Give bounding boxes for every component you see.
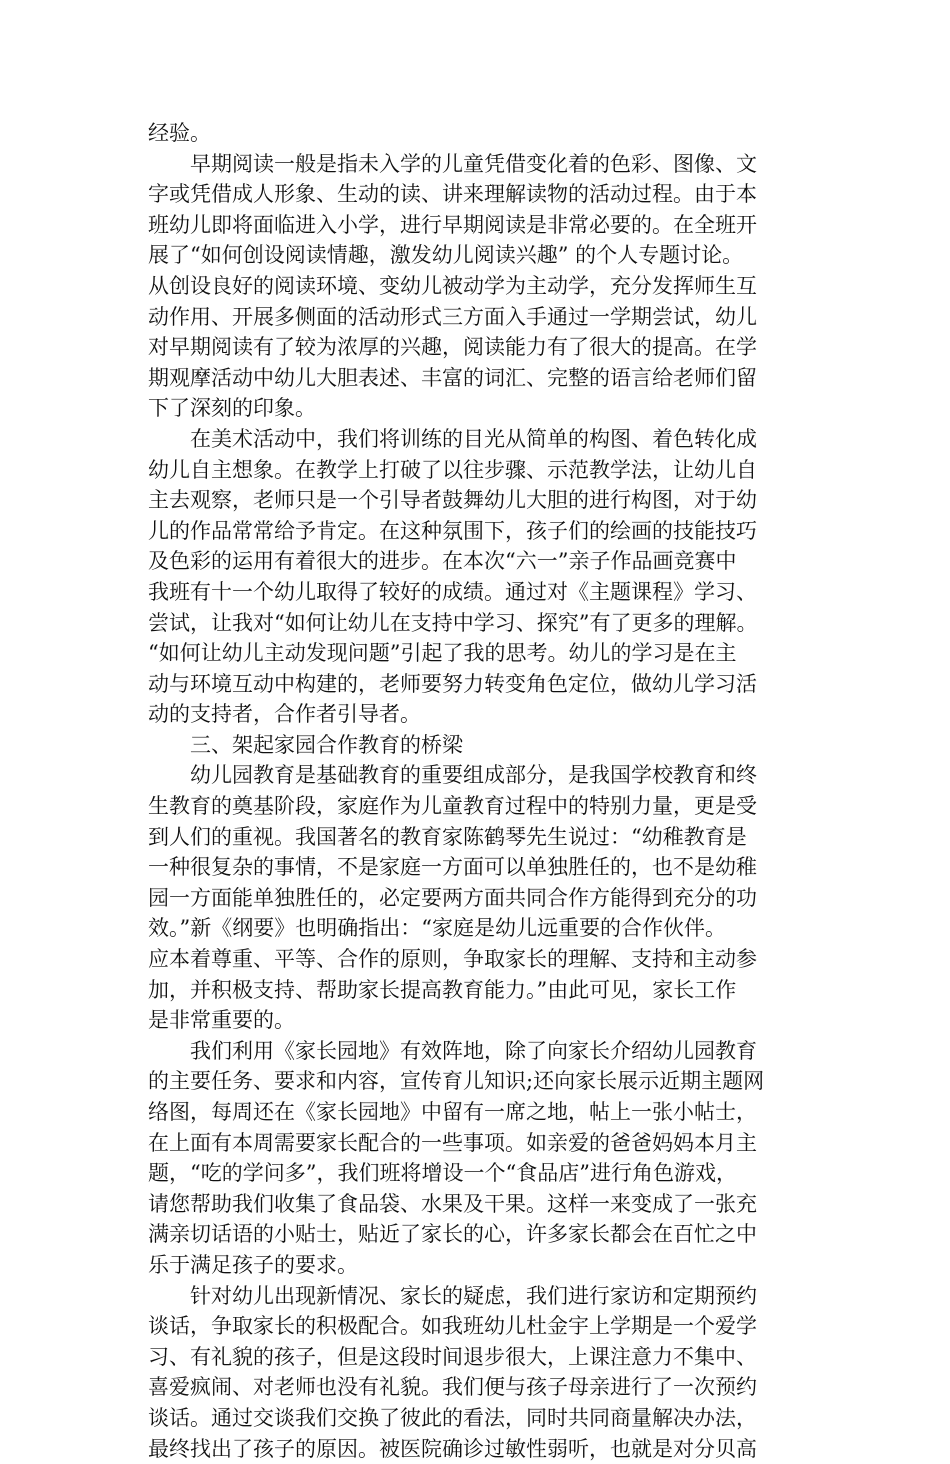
text-line: 题，“吃的学问多”，我们班将增设一个“食品店”进行角色游戏，	[148, 1161, 737, 1186]
text-line: 动与环境互动中构建的，老师要努力转变角色定位，做幼儿学习活	[148, 671, 757, 696]
text-line: 针对幼儿出现新情况、家长的疑虑，我们进行家访和定期预约	[190, 1283, 757, 1308]
text-line: 谈话。通过交谈我们交换了彼此的看法，同时共同商量解决办法，	[148, 1405, 757, 1430]
text-line: 字或凭借成人形象、生动的读、讲来理解读物的活动过程。由于本	[148, 182, 757, 207]
section-heading-text: 三、架起家园合作教育的桥梁	[190, 732, 463, 757]
text-line: 谈话，争取家长的积极配合。如我班幼儿杜金宇上学期是一个爱学	[148, 1314, 757, 1339]
text-line: 请您帮助我们收集了食品袋、水果及干果。这样一来变成了一张充	[148, 1191, 757, 1216]
text-line: 期观摩活动中幼儿大胆表述、丰富的词汇、完整的语言给老师们留	[148, 365, 757, 390]
text-line: 班幼儿即将面临进入小学，进行早期阅读是非常必要的。在全班开	[148, 212, 757, 237]
paragraph-art-activities	[148, 424, 804, 730]
text-line: 主去观察，老师只是一个引导者鼓舞幼儿大胆的进行构图，对于幼	[148, 488, 757, 513]
text-line: 应本着尊重、平等、合作的原则，争取家长的理解、支持和主动参	[148, 947, 757, 972]
text-line: 及色彩的运用有着很大的进步。在本次“六一”亲子作品画竞赛中	[148, 549, 737, 574]
text-line: 我班有十一个幼儿取得了较好的成绩。通过对《主题课程》学习、	[148, 579, 757, 604]
text-line: 满亲切话语的小贴士，贴近了家长的心，许多家长都会在百忙之中	[148, 1222, 757, 1247]
text-line: 对早期阅读有了较为浓厚的兴趣，阅读能力有了很大的提高。在学	[148, 335, 757, 360]
text-line: 动作用、开展多侧面的活动形式三方面入手通过一学期尝试，幼儿	[148, 304, 757, 329]
text-line: 最终找出了孩子的原因。被医院确诊过敏性弱听，也就是对分贝高	[148, 1436, 757, 1461]
text-line: 络图，每周还在《家长园地》中留有一席之地，帖上一张小帖士，	[148, 1100, 757, 1124]
text-line: 早期阅读一般是指未入学的儿童凭借变化着的色彩、图像、文	[190, 151, 757, 176]
text-line: 在上面有本周需要家长配合的一些事项。如亲爱的爸爸妈妈本月主	[148, 1130, 757, 1155]
section-heading	[148, 730, 804, 761]
text-line: 到人们的重视。我国著名的教育家陈鹤琴先生说过：“幼稚教育是	[148, 824, 747, 849]
paragraph-home-visits	[148, 1281, 804, 1464]
text-line: 幼儿自主想象。在教学上打破了以往步骤、示范教学法，让幼儿自	[148, 457, 757, 482]
text-line: 是非常重要的。	[148, 1008, 295, 1033]
text-line: 下了深刻的印象。	[148, 396, 316, 421]
text-line: 在美术活动中，我们将训练的目光从简单的构图、着色转化成	[190, 426, 757, 451]
document-body	[148, 118, 804, 1464]
text-line: 乐于满足孩子的要求。	[148, 1252, 358, 1277]
text-line: 儿的作品常常给予肯定。在这种氛围下，孩子们的绘画的技能技巧	[148, 518, 757, 543]
text-line: 园一方面能单独胜任的，必定要两方面共同合作方能得到充分的功	[148, 885, 757, 910]
paragraph-parent-garden	[148, 1036, 804, 1281]
paragraph-continuation	[148, 118, 804, 149]
text-line: 效。”新《纲要》也明确指出：“家庭是幼儿远重要的合作伙伴。	[148, 916, 726, 941]
text-line: 习、有礼貌的孩子，但是这段时间退步很大，上课注意力不集中、	[148, 1344, 757, 1369]
paragraph-early-reading	[148, 149, 804, 424]
text-line: 尝试，让我对“如何让幼儿在支持中学习、探究”有了更多的理解。	[148, 610, 758, 635]
text-line: 从创设良好的阅读环境、变幼儿被动学为主动学，充分发挥师生互	[148, 273, 757, 298]
text-line: 一种很复杂的事情，不是家庭一方面可以单独胜任的，也不是幼稚	[148, 855, 757, 880]
text-line: 生教育的奠基阶段，家庭作为儿童教育过程中的特别力量，更是受	[148, 794, 757, 819]
paragraph-home-school	[148, 760, 804, 1035]
text-line: 经验。	[148, 121, 211, 145]
text-line: 展了“如何创设阅读情趣，激发幼儿阅读兴趣” 的个人专题讨论。	[148, 243, 744, 268]
text-line: “如何让幼儿主动发现问题”引起了我的思考。幼儿的学习是在主	[148, 641, 737, 666]
text-line: 我们利用《家长园地》有效阵地，除了向家长介绍幼儿园教育	[190, 1038, 757, 1063]
text-line: 的主要任务、要求和内容，宣传育儿知识;还向家长展示近期主题网	[148, 1069, 765, 1094]
text-line: 幼儿园教育是基础教育的重要组成部分，是我国学校教育和终	[190, 763, 757, 788]
text-line: 加，并积极支持、帮助家长提高教育能力。”由此可见，家长工作	[148, 977, 737, 1002]
text-line: 动的支持者，合作者引导者。	[148, 702, 421, 727]
text-line: 喜爱疯闹、对老师也没有礼貌。我们便与孩子母亲进行了一次预约	[148, 1375, 757, 1400]
